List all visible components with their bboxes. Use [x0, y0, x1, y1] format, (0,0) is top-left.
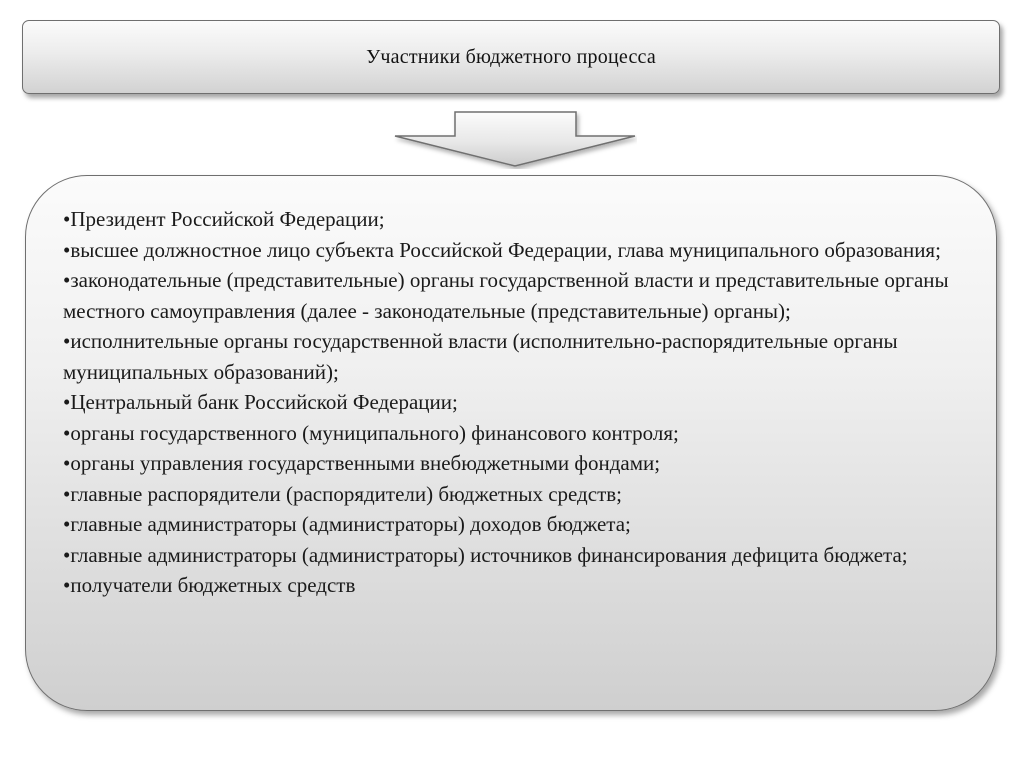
list-item: •законодательные (представительные) органы государственной власти и представительные органы местного самоуправления (далее - законодательные (представительные) органы);	[63, 268, 949, 323]
list-item: •главные распорядители (распорядители) бюджетных средств;	[63, 481, 622, 506]
down-arrow-icon	[393, 111, 637, 169]
list-item: •главные администраторы (администраторы) источников финансирования дефицита бюджета;	[63, 542, 908, 567]
diagram-title: Участники бюджетного процесса	[366, 45, 656, 68]
header-box	[22, 20, 1000, 94]
participants-box	[25, 175, 997, 711]
list-item: •органы государственного (муниципального) финансового контроля;	[63, 420, 679, 445]
list-item: •высшее должностное лицо субъекта Российской Федерации, глава муниципального образования;	[63, 237, 941, 262]
list-item: •главные администраторы (администраторы) доходов бюджета;	[63, 512, 631, 536]
participants-list	[63, 204, 963, 601]
list-item: •исполнительные органы государственной власти (исполнительно-распорядительные органы муниципальных образований);	[63, 329, 898, 384]
list-item: •органы управления государственными внебюджетными фондами;	[63, 451, 661, 475]
list-item: •получатели бюджетных средств	[63, 573, 356, 597]
list-item: •Центральный банк Российской Федерации;	[63, 390, 458, 414]
list-item: •Президент Российской Федерации;	[63, 207, 385, 231]
